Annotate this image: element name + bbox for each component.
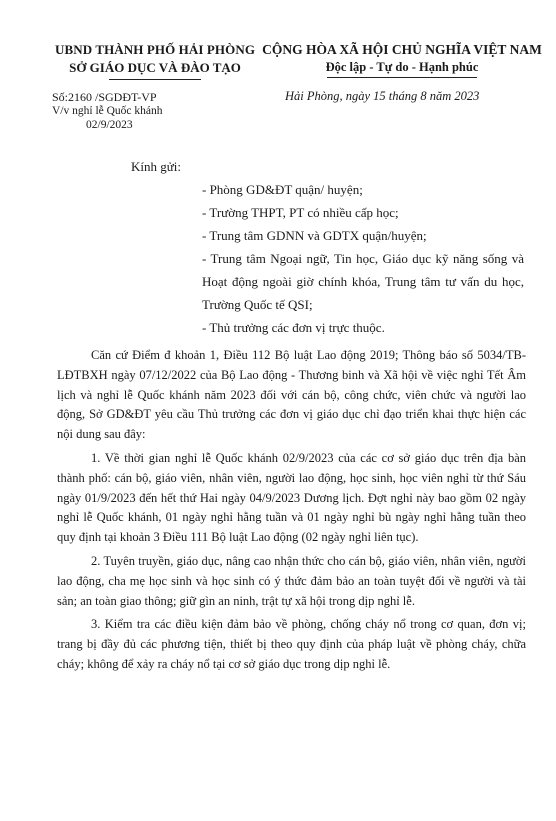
- place-and-date: Hải Phòng, ngày 15 tháng 8 năm 2023: [285, 89, 480, 103]
- salutation: Kính gửi:: [131, 159, 182, 174]
- recipient-list: [202, 178, 524, 339]
- paragraph-fire-prevention: 3. Kiểm tra các điều kiện đảm bảo về phòng, chống cháy nổ trong cơ quan, đơn vị; trang bị đầy đủ các phương tiện, thiết bị theo quy định của pháp luật về phòng cháy, chữa cháy; không để xảy ra cháy nổ tại cơ sở giáo dục trong dịp nghỉ lễ.: [57, 617, 526, 671]
- recipient-item: - Trung tâm Ngoại ngữ, Tin học, Giáo dục kỹ năng sống và Hoạt động ngoài giờ chính khóa, Trung tâm tư vấn du học, Trường Quốc tế QSI;: [202, 251, 524, 312]
- national-motto: Độc lập - Tự do - Hạnh phúc: [325, 60, 479, 74]
- motto-underline: [327, 77, 477, 78]
- document-subject-date: 02/9/2023: [86, 119, 133, 131]
- recipient-item: - Phòng GD&ĐT quận/ huyện;: [202, 182, 363, 197]
- agency-parent: UBND THÀNH PHỐ HẢI PHÒNG: [54, 42, 256, 57]
- agency-underline: [109, 79, 201, 80]
- issuing-agency-block: [44, 42, 266, 80]
- paragraph-legal-basis: Căn cứ Điểm đ khoản 1, Điều 112 Bộ luật Lao động 2019; Thông báo số 5034/TB-LĐTBXH ngày 07/12/2022 của Bộ Lao động - Thương binh và Xã hội về việc nghỉ Tết Âm lịch và nghỉ lễ Quốc khánh năm 2023 đối với cán bộ, công chức, viên chức và người lao động, Sở GD&ĐT yêu cầu Thủ trưởng các đơn vị giáo dục chỉ đạo triển khai thực hiện các nội dung sau đây:: [57, 348, 526, 442]
- national-motto-block: [252, 42, 552, 78]
- agency-name: SỞ GIÁO DỤC VÀ ĐÀO TẠO: [69, 60, 241, 75]
- paragraph-safety-awareness: 2. Tuyên truyền, giáo dục, nâng cao nhận thức cho cán bộ, giáo viên, nhân viên, người lao động, cha mẹ học sinh và học sinh có ý thức đảm bảo an toàn tuyệt đối về người và tài sản; an toàn giao thông; giữ gìn an ninh, trật tự xã hội trong dịp nghỉ lễ.: [57, 553, 526, 608]
- recipient-item: - Trung tâm GDNN và GDTX quận/huyện;: [202, 228, 427, 243]
- recipient-item: - Trường THPT, PT có nhiều cấp học;: [202, 205, 399, 220]
- document-number: Số:2160 /SGDĐT-VP: [52, 90, 157, 104]
- recipient-item: - Thủ trưởng các đơn vị trực thuộc.: [202, 320, 385, 335]
- document-reference: [52, 90, 202, 132]
- document-subject: V/v nghỉ lễ Quốc khánh: [52, 105, 163, 117]
- document-body: [57, 346, 526, 675]
- paragraph-holiday-schedule: 1. Về thời gian nghỉ lễ Quốc khánh 02/9/2023 của các cơ sở giáo dục trên địa bàn thành phố: cán bộ, giáo viên, nhân viên, người lao động, học sinh, học viên nghỉ từ thứ Sáu ngày 01/9/2023 đến hết thứ Hai ngày 04/9/2023 Dương lịch. Đợt nghỉ này bao gồm 02 ngày nghỉ lễ Quốc khánh, 01 ngày nghỉ hằng tuần và 01 ngày nghỉ bù ngày nghỉ hằng tuần theo quy định tại khoản 3 Điều 111 Bộ luật Lao động (02 ngày nghỉ liên tục).: [57, 450, 526, 545]
- national-title: CỘNG HÒA XÃ HỘI CHỦ NGHĨA VIỆT NAM: [262, 42, 542, 57]
